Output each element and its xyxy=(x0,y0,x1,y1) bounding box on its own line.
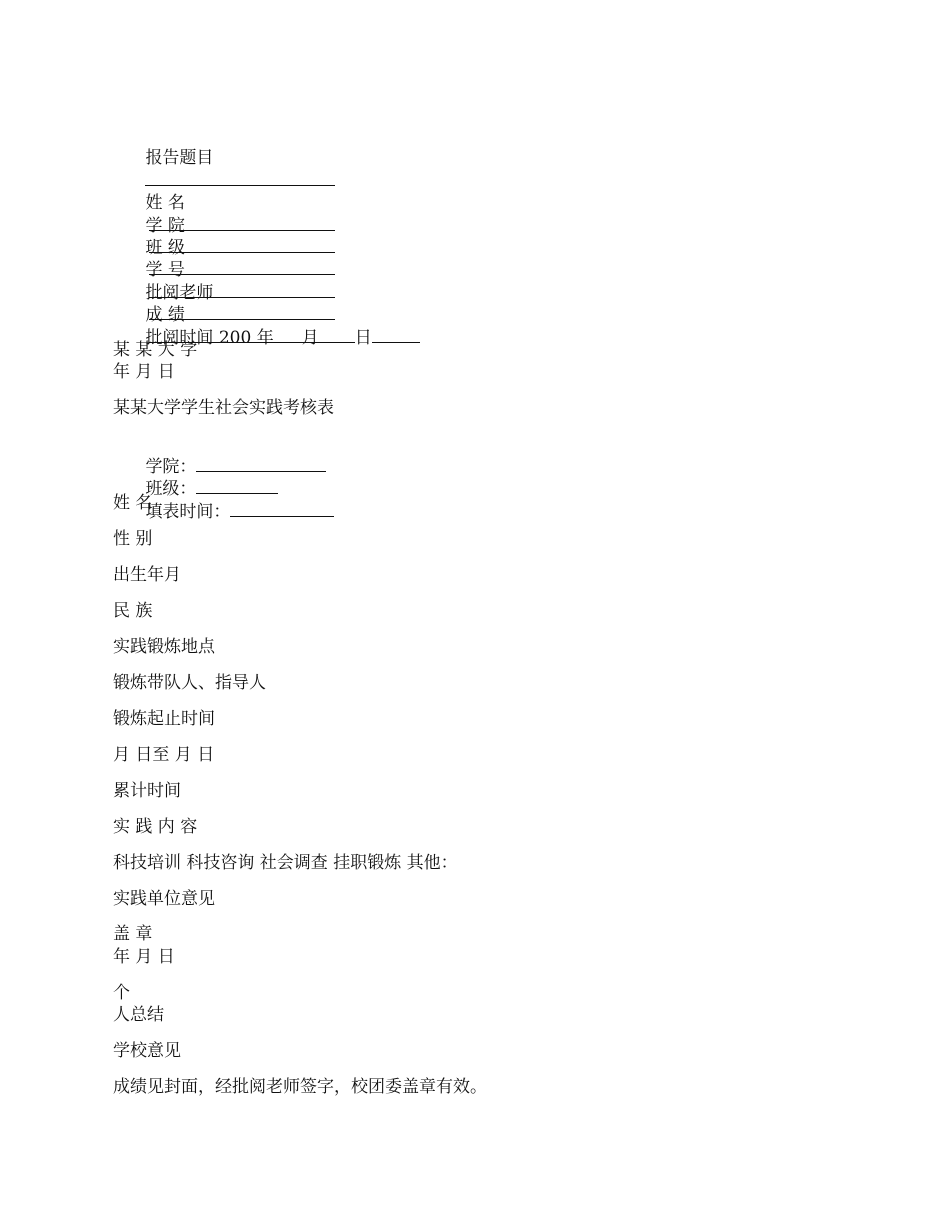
cover-date-line: 年 月 日 xyxy=(113,361,175,382)
stamp-date-line: 年 月 日 xyxy=(113,946,175,967)
form-college-blank[interactable] xyxy=(196,456,326,472)
grade-label: 成 绩 xyxy=(145,305,185,326)
form-title: 某某大学学生社会实践考核表 xyxy=(113,398,334,419)
report-title-label: 报告题目 xyxy=(145,148,214,169)
class-label: 班 级 xyxy=(145,237,185,258)
form-college-label: 学院： xyxy=(145,456,197,477)
personal-summary-line-1: 个 xyxy=(113,982,130,1003)
month-label: 月 xyxy=(301,327,319,348)
field-practice-location: 实践锻炼地点 xyxy=(113,636,215,657)
college-label: 学 院 xyxy=(145,215,185,236)
field-unit-opinion: 实践单位意见 xyxy=(113,888,215,909)
field-birth-date: 出生年月 xyxy=(113,564,181,585)
name-label: 姓 名 xyxy=(145,193,185,214)
month-blank[interactable] xyxy=(274,327,302,343)
field-practice-content: 实 践 内 容 xyxy=(113,816,198,837)
review-time-label: 批阅时间 200 年 xyxy=(145,327,274,348)
day-blank[interactable] xyxy=(319,327,355,343)
footer-note: 成绩见封面，经批阅老师签字，校团委盖章有效。 xyxy=(113,1077,487,1098)
seal-label: 盖 章 xyxy=(113,924,153,945)
document xyxy=(113,125,893,1112)
form-class-label: 班级： xyxy=(145,479,197,500)
cover-section xyxy=(113,125,893,383)
report-title-row xyxy=(113,125,893,169)
day-label: 日 xyxy=(354,327,372,348)
form-fill-time-label: 填表时间： xyxy=(145,501,231,522)
field-ethnicity: 民 族 xyxy=(113,600,153,621)
field-name: 姓 名 xyxy=(113,492,153,513)
review-time-tail-blank[interactable] xyxy=(372,327,420,343)
college-row xyxy=(113,192,893,236)
personal-summary-line-2: 人总结 xyxy=(113,1005,164,1026)
field-practice-period: 锻炼起止时间 xyxy=(113,708,215,729)
university-name: 某 某 大 学 xyxy=(113,339,198,360)
field-leader-instructor: 锻炼带队人、指导人 xyxy=(113,672,266,693)
reviewer-label: 批阅老师 xyxy=(145,282,214,303)
field-total-time: 累计时间 xyxy=(113,780,181,801)
student-id-label: 学 号 xyxy=(145,260,185,281)
form-class-blank[interactable] xyxy=(196,478,278,494)
personal-summary-block xyxy=(113,982,893,1027)
field-date-range: 月 日至 月 日 xyxy=(113,744,215,765)
form-fill-time-blank[interactable] xyxy=(230,501,334,517)
field-gender: 性 别 xyxy=(113,528,153,549)
form-fields xyxy=(113,492,893,910)
report-title-blank-2[interactable] xyxy=(145,170,330,186)
school-opinion: 学校意见 xyxy=(113,1041,181,1062)
field-content-options: 科技培训 科技咨询 社会调查 挂职锻炼 其他： xyxy=(113,852,458,873)
report-title-row-2 xyxy=(113,147,893,169)
stamp-block xyxy=(113,923,893,968)
